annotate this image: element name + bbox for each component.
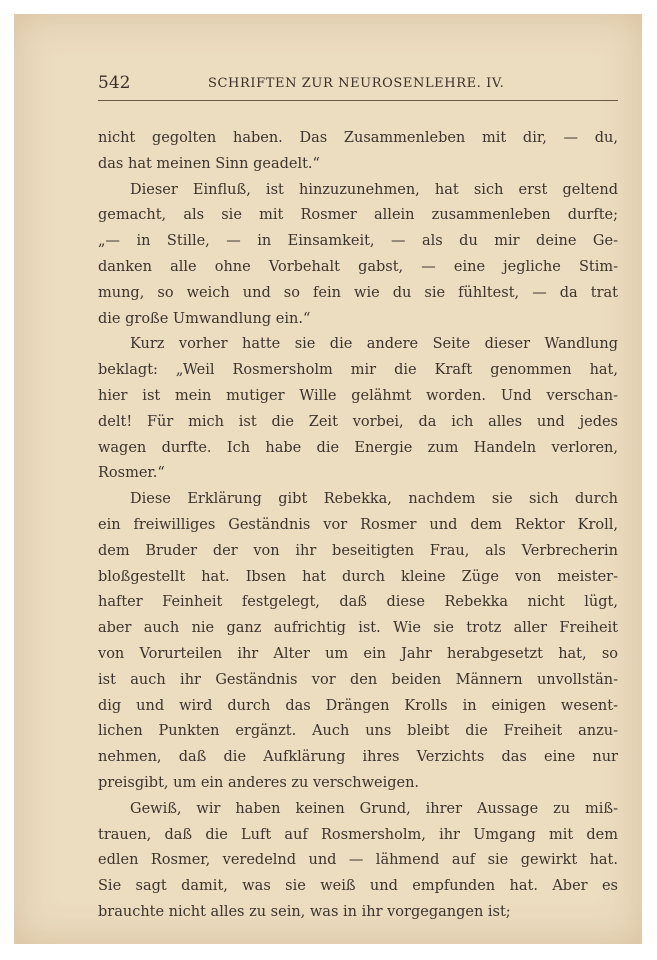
text-line: nicht gegolten haben. Das Zusammenleben mit dir, — du, (98, 130, 618, 146)
running-title: SCHRIFTEN ZUR NEUROSENLEHRE. IV. (208, 76, 505, 91)
text-line: edlen Rosmer, veredelnd und — lähmend auf sie gewirkt hat. (98, 852, 618, 869)
text-line: Sie sagt damit, was sie weiß und empfunden hat. Aber es (98, 878, 618, 895)
text-line: gemacht, als sie mit Rosmer allein zusammenleben durfte; (98, 207, 618, 224)
text-line: von Vorurteilen ihr Alter um ein Jahr herabgesetzt hat, so (98, 645, 618, 662)
text-line: delt! Für mich ist die Zeit vorbei, da ich alles und jedes (98, 413, 618, 430)
text-line: nehmen, daß die Aufklärung ihres Verzichts das eine nur (98, 749, 618, 766)
text-line: Rosmer.“ (98, 465, 165, 482)
text-line: das hat meinen Sinn geadelt.“ (98, 155, 320, 172)
text-line: beklagt: „Weil Rosmersholm mir die Kraft genommen hat, (98, 362, 618, 379)
text-line: Diese Erklärung gibt Rebekka, nachdem sie sich durch (130, 491, 618, 508)
text-line: Kurz vorher hatte sie die andere Seite dieser Wandlung (130, 336, 618, 353)
text-line: lichen Punkten ergänzt. Auch uns bleibt die Freiheit anzu- (98, 723, 618, 740)
text-line: dem Bruder der von ihr beseitigten Frau, als Verbrecherin (98, 542, 618, 559)
text-line: wagen durfte. Ich habe die Energie zum Handeln verloren, (98, 439, 618, 456)
page-header (98, 73, 618, 107)
text-line: preisgibt, um ein anderes zu verschweigen. (98, 774, 420, 791)
text-line: mung, so weich und so fein wie du sie fühltest, — da trat (98, 284, 618, 301)
body-text (98, 126, 618, 926)
header-rule (98, 100, 618, 101)
text-line: danken alle ohne Vorbehalt gabst, — eine jegliche Stim- (98, 258, 618, 275)
text-line: aber auch nie ganz aufrichtig ist. Wie sie trotz aller Freiheit (98, 620, 618, 637)
text-line: trauen, daß die Luft auf Rosmersholm, ihr Umgang mit dem (98, 826, 618, 843)
text-line: hier ist mein mutiger Wille gelähmt worden. Und verschan- (98, 387, 618, 404)
text-line: die große Umwandlung ein.“ (98, 310, 311, 327)
text-line: „— in Stille, — in Einsamkeit, — als du mir deine Ge- (98, 233, 618, 250)
text-line: ist auch ihr Geständnis vor den beiden Männern unvollstän- (98, 671, 618, 688)
page-number: 542 (98, 73, 131, 93)
text-line: dig und wird durch das Drängen Krolls in einigen wesent- (98, 697, 618, 714)
text-line: brauchte nicht alles zu sein, was in ihr vorgegangen ist; (98, 903, 511, 920)
text-line: Gewiß, wir haben keinen Grund, ihrer Aussage zu miß- (130, 800, 618, 817)
text-line: hafter Feinheit festgelegt, daß diese Rebekka nicht lügt, (98, 594, 618, 611)
book-page (14, 14, 642, 944)
text-line: ein freiwilliges Geständnis vor Rosmer und dem Rektor Kroll, (98, 516, 618, 533)
text-line: Dieser Einfluß, ist hinzuzunehmen, hat sich erst geltend (130, 181, 618, 198)
text-line: bloßgestellt hat. Ibsen hat durch kleine Züge von meister- (98, 568, 618, 585)
